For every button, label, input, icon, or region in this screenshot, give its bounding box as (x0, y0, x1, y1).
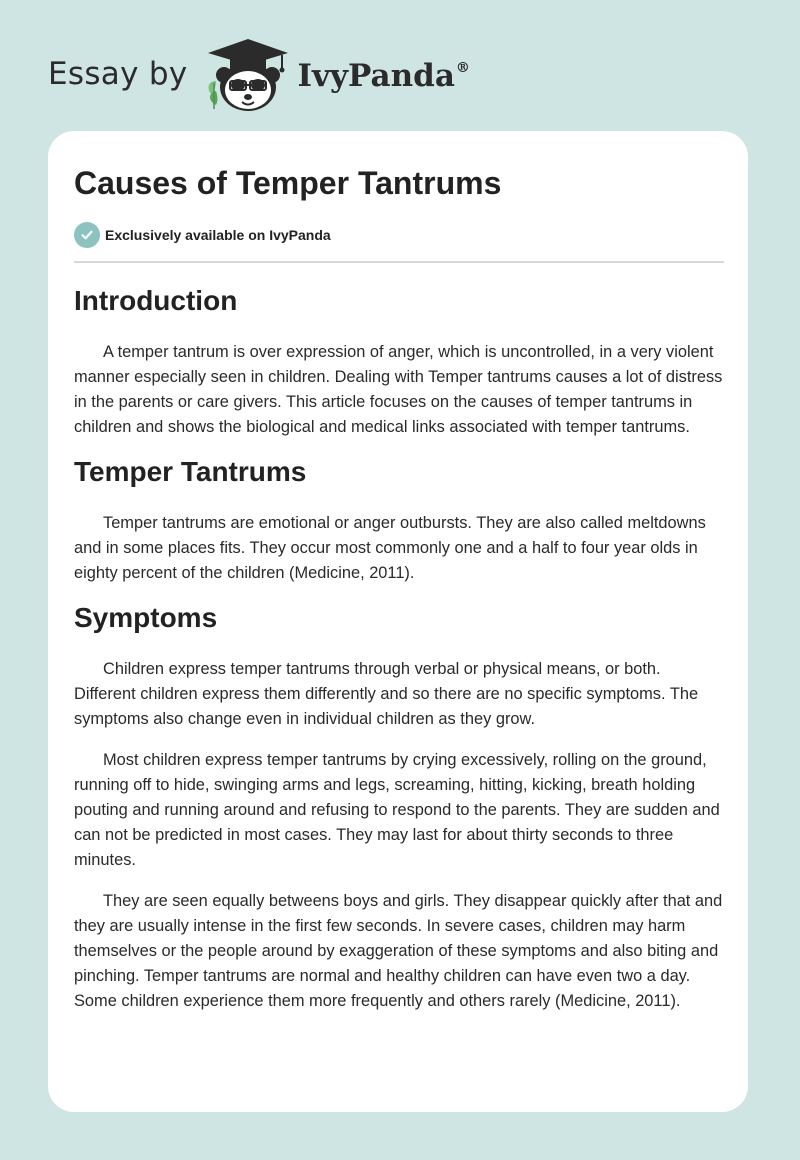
brand-name[interactable] (298, 58, 470, 94)
paragraph: Temper tantrums are emotional or anger outbursts. They are also called meltdowns and in some places fits. They occur most commonly one and a half to four year olds in eighty percent of the children (Medicine, 2011). (74, 514, 706, 582)
ivypanda-logo-icon[interactable] (202, 35, 294, 113)
brand-text: IvyPanda (297, 58, 455, 94)
paragraph: Children express temper tantrums through verbal or physical means, or both. Different children express them differently and so there are no specific symptoms. The symptoms also change even in individual children as they grow. (74, 660, 699, 728)
title-divider (74, 261, 724, 263)
site-header (48, 34, 470, 114)
page-title: Causes of Temper Tantrums (74, 165, 502, 201)
essay-by-label: Essay by (48, 56, 188, 92)
exclusive-badge-label: Exclusively available on IvyPanda (105, 227, 331, 243)
paragraph: A temper tantrum is over expression of anger, which is uncontrolled, in a very violent manner especially seen in children. Dealing with Temper tantrums causes a lot of distress in the parents or care givers. This article focuses on the causes of temper tantrums in children and shows the biological and medical links associated with temper tantrums. (74, 343, 723, 436)
paragraph: They are seen equally betweens boys and girls. They disappear quickly after that and they are usually intense in the first few seconds. In severe cases, children may harm themselves or the people around by exaggeration of these symptoms and also biting and pinching. Temper tantrums are normal and healthy children can have even two a day. Some children experience them more frequently and others rarely (Medicine, 2011). (74, 892, 723, 1010)
section-heading-temper-tantrums: Temper Tantrums (74, 456, 307, 487)
paragraph: Most children express temper tantrums by crying excessively, rolling on the ground, running off to hide, swinging arms and legs, screaming, hitting, kicking, breath holding pouting and running around and refusing to respond to the parents. They are sudden and can not be predicted in most cases. They may last for about thirty seconds to three minutes. (74, 751, 720, 869)
exclusive-badge (74, 222, 331, 248)
essay-card (48, 131, 748, 1112)
registered-mark: ® (455, 60, 470, 76)
section-heading-introduction: Introduction (74, 285, 238, 316)
section-heading-symptoms: Symptoms (74, 602, 218, 633)
article-body (74, 283, 724, 1030)
checkmark-icon (74, 222, 100, 248)
